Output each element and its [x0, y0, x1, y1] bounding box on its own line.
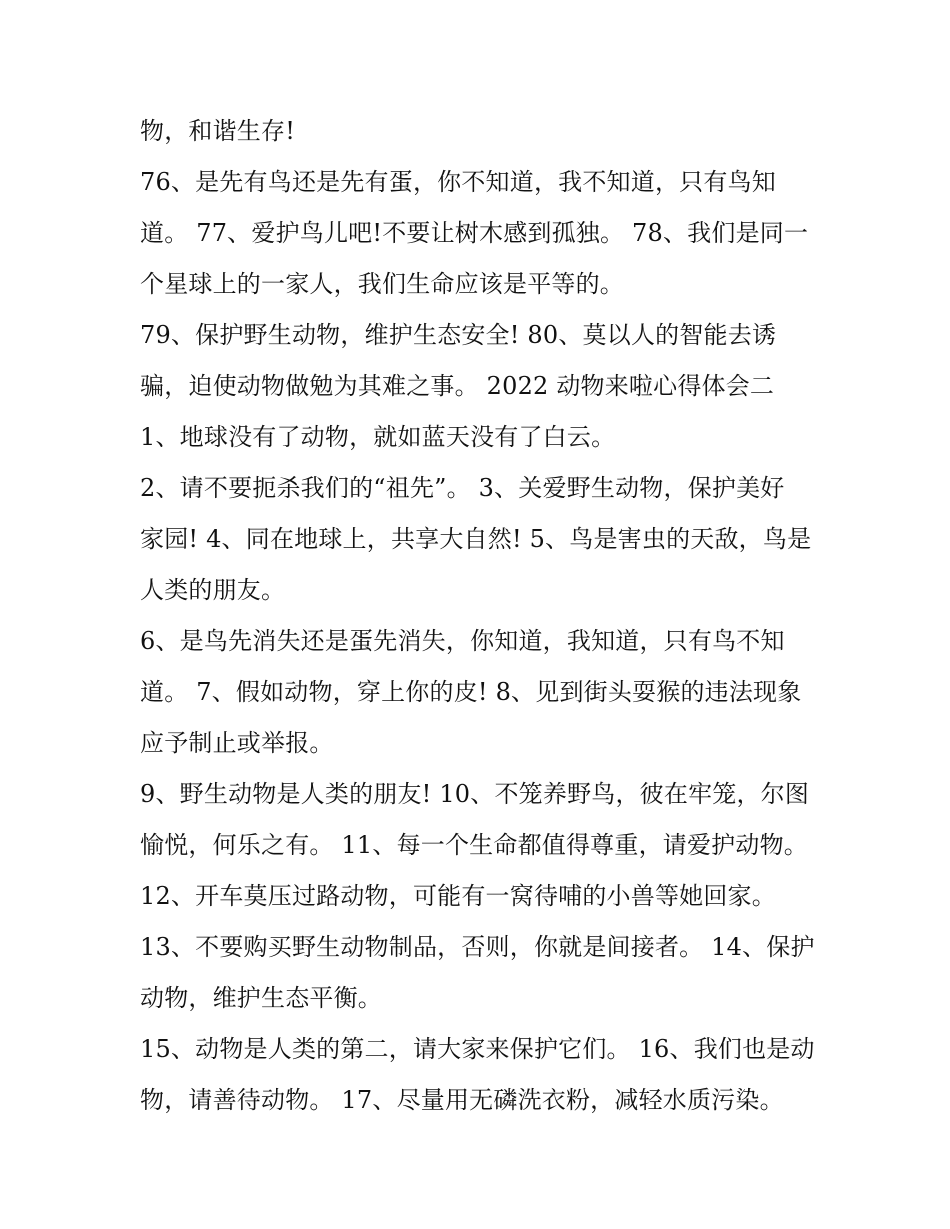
text-line: 79、保护野生动物，维护生态安全! 80、莫以人的智能去诱 — [140, 321, 777, 349]
text-line: 动物，维护生态平衡。 — [140, 984, 382, 1012]
text-line: 76、是先有鸟还是先有蛋，你不知道，我不知道，只有鸟知 — [140, 168, 776, 196]
text-line: 13、不要购买野生动物制品，否则，你就是间接者。 14、保护 — [140, 933, 815, 961]
text-line: 道。 7、假如动物，穿上你的皮! 8、见到街头耍猴的违法现象 — [140, 678, 802, 706]
text-line: 家园! 4、同在地球上，共享大自然! 5、鸟是害虫的天敌，鸟是 — [140, 525, 812, 553]
text-line: 个星球上的一家人，我们生命应该是平等的。 — [140, 270, 624, 298]
text-line: 15、动物是人类的第二，请大家来保护它们。 16、我们也是动 — [140, 1035, 815, 1063]
document-body — [140, 106, 820, 1126]
text-line: 愉悦，何乐之有。 11、每一个生命都值得尊重，请爱护动物。 — [140, 831, 808, 859]
text-line: 2、请不要扼杀我们的“祖先”。 3、关爱野生动物，保护美好 — [140, 474, 785, 502]
text-line: 应予制止或举报。 — [140, 729, 334, 757]
text-line: 物，请善待动物。 17、尽量用无磷洗衣粉，减轻水质污染。 — [140, 1086, 784, 1114]
text-line: 道。 77、爱护鸟儿吧!不要让树木感到孤独。 78、我们是同一 — [140, 219, 809, 247]
text-line: 人类的朋友。 — [140, 576, 286, 604]
text-line: 1、地球没有了动物，就如蓝天没有了白云。 — [140, 423, 616, 451]
text-line: 骗，迫使动物做勉为其难之事。 2022 动物来啦心得体会二 — [140, 372, 775, 400]
text-line: 物，和谐生存! — [140, 117, 296, 145]
text-line: 9、野生动物是人类的朋友! 10、不笼养野鸟，彼在牢笼，尔图 — [140, 780, 810, 808]
text-line: 12、开车莫压过路动物，可能有一窝待哺的小兽等她回家。 — [140, 882, 776, 910]
text-line: 6、是鸟先消失还是蛋先消失，你知道，我知道，只有鸟不知 — [140, 627, 785, 655]
